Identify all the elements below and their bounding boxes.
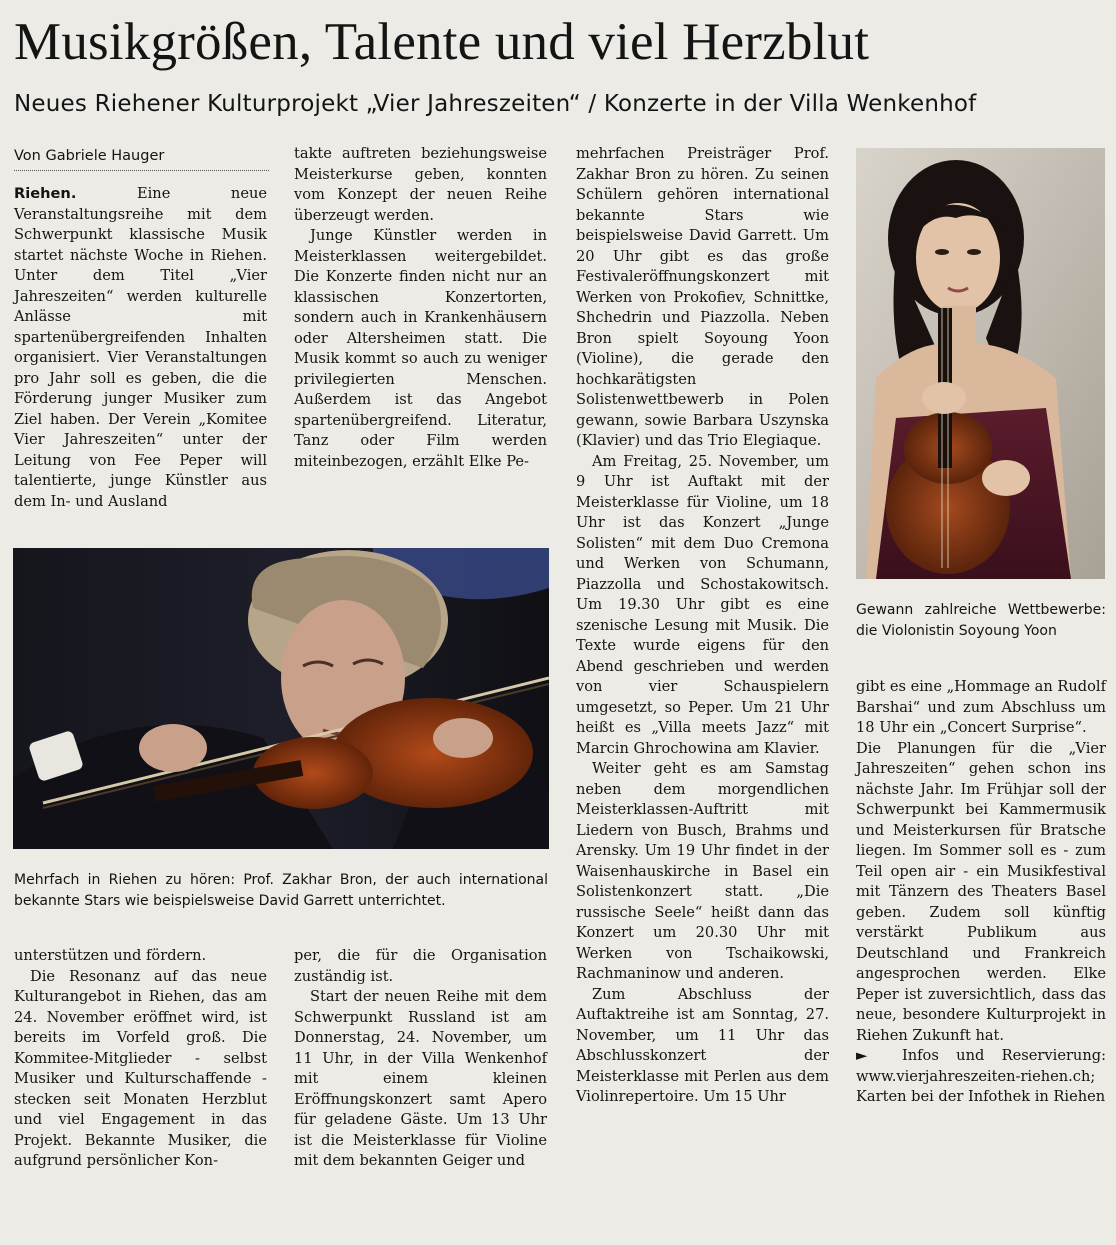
column-2-top bbox=[294, 144, 547, 472]
column-1-top bbox=[14, 184, 267, 512]
arrow-icon: ► bbox=[856, 1047, 868, 1064]
info-paragraph bbox=[856, 1046, 1106, 1108]
paragraph: mehrfachen Preisträger Prof. Zakhar Bron zu hören. Zu seinen Schülern gehören international bekannte Stars wie beispielsweise David Garrett. Um 20 Uhr gibt es das große Festivaleröffnungskonzert mit Werken von Prokofiev, Schnittke, Shchedrin und Piazzolla. Neben Bron spielt Soyoung Yoon (Violine), die gerade den hochkarätigsten Solistenwettbewerb in Polen gewann, sowie Barbara Uszynska (Klavier) und das Trio Elegiaque. bbox=[576, 145, 829, 449]
paragraph: per, die für die Organisation zuständig ist. bbox=[294, 947, 547, 985]
zakhar-bron-photo-caption: Mehrfach in Riehen zu hören: Prof. Zakhar Bron, der auch international bekannte Stars wie beispielsweise David Garrett unterrichtet. bbox=[14, 872, 548, 909]
paragraph: takte auftreten beziehungsweise Meisterkurse geben, konnten vom Konzept der neuen Reihe überzeugt werden. bbox=[294, 145, 547, 224]
paragraph: Zum Abschluss der Auftaktreihe ist am Sonntag, 27. November, um 11 Uhr das Abschlusskonzert der Meisterklasse mit Perlen aus dem Violinrepertoire. Um 15 Uhr bbox=[576, 985, 829, 1105]
headline: Musikgrößen, Talente und viel Herzblut bbox=[14, 13, 870, 71]
byline: Von Gabriele Hauger bbox=[14, 146, 269, 171]
violinist-illustration bbox=[856, 148, 1105, 579]
column-2-bottom bbox=[294, 946, 547, 1172]
column-4 bbox=[856, 677, 1106, 1108]
violinist-photo bbox=[856, 148, 1105, 579]
paragraph: Start der neuen Reihe mit dem Schwerpunkt Russland ist am Donnerstag, 24. November, um 11 Uhr, in der Villa Wenkenhof mit einem kleinen Eröffnungskonzert samt Apero für geladene Gäste. Um 13 Uhr ist die Meisterklasse für Violine mit dem bekannten Geiger und bbox=[294, 988, 547, 1169]
column-3 bbox=[576, 144, 829, 1108]
subhead: Neues Riehener Kulturprojekt „Vier Jahreszeiten“ / Konzerte in der Villa Wenkenhof bbox=[14, 91, 977, 117]
paragraph: Weiter geht es am Samstag neben dem morgendlichen Meisterklassen-Auftritt mit Liedern von Busch, Brahms und Arensky. Um 19 Uhr findet in der Waisenhauskirche in Basel ein Solistenkonzert statt. „Die russische Seele“ heißt dann das Konzert um 20.30 Uhr mit Werken von Tschaikowski, Rachmaninow und anderen. bbox=[576, 760, 829, 982]
violinist-photo-caption: Gewann zahlreiche Wettbewerbe: die Violonistin Soyoung Yoon bbox=[856, 602, 1106, 639]
paragraph: unterstützen und fördern. bbox=[14, 947, 207, 964]
paragraph: Junge Künstler werden in Meisterklassen weitergebildet. Die Konzerte finden nicht nur an klassischen Konzertorten, sondern auch in Krankenhäusern oder Altersheimen statt. Die Musik kommt so auch zu weniger privilegierten Menschen. Außerdem ist das Angebot spartenübergreifend. Literatur, Tanz oder Film werden miteinbezogen, erzählt Elke Pe- bbox=[294, 227, 547, 470]
paragraph: Am Freitag, 25. November, um 9 Uhr ist Auftakt mit der Meisterklasse für Violine, um 18 Uhr ist das Konzert „Junge Solisten“ mit dem Duo Cremona und Werken von Schumann, Piazzolla und Schostakowitsch. Um 19.30 Uhr gibt es eine szenische Lesung mit Musik. Die Texte wurde eigens für den Abend geschrieben und werden von vier Schauspielern umgesetzt, so Peper. Um 21 Uhr heißt es „Villa meets Jazz“ mit Marcin Ghrochowina am Klavier. bbox=[576, 452, 829, 757]
paragraph: Die Resonanz auf das neue Kulturangebot in Riehen, das am 24. November eröffnet wird, ist bereits im Vorfeld groß. Die Kommitee-Mitglieder - selbst Musiker und Kulturschaffende - stecken seit Monaten Herzblut und viel Engagement in das Projekt. Bekannte Musiker, die aufgrund persönlicher Kon- bbox=[14, 967, 267, 1169]
paragraph bbox=[14, 184, 267, 512]
paragraph-text: Eine neue Veranstaltungsreihe mit dem Schwerpunkt klassische Musik startet nächste Woche in Riehen. Unter dem Titel „Vier Jahreszeiten“ werden kulturelle Anlässe mit spartenübergreifenden Inhalten organisiert. Vier Veranstaltungen pro Jahr soll es geben, die die Förderung junger Musiker zum Ziel haben. Der Verein „Komitee Vier Jahreszeiten“ unter der Leitung von Fee Peper will talentierte, junge Künstler aus dem In- und Ausland bbox=[14, 185, 267, 510]
zakhar-bron-illustration bbox=[13, 548, 549, 849]
column-1-bottom bbox=[14, 946, 267, 1172]
dateline: Riehen. bbox=[14, 185, 77, 202]
info-text: Infos und Reservierung: www.vierjahreszeiten-riehen.ch; Karten bei der Infothek in Riehen bbox=[856, 1047, 1106, 1105]
paragraph: Die Planungen für die „Vier Jahreszeiten“ gehen schon ins nächste Jahr. Im Frühjar soll der Schwerpunkt bei Kammermusik und Meisterkursen für Bratsche liegen. Im Sommer soll es - zum Teil open air - ein Musikfestival mit Tänzern des Theaters Basel geben. Zudem soll künftig verstärkt Publikum aus Deutschland und Frankreich angesprochen werden. Elke Peper ist zuversichtlich, dass das neue, besondere Kulturprojekt in Riehen Zukunft hat. bbox=[856, 739, 1106, 1044]
zakhar-bron-photo bbox=[13, 548, 549, 849]
paragraph: gibt es eine „Hommage an Rudolf Barshai“ und zum Abschluss um 18 Uhr ein „Concert Surprise“. bbox=[856, 678, 1106, 736]
